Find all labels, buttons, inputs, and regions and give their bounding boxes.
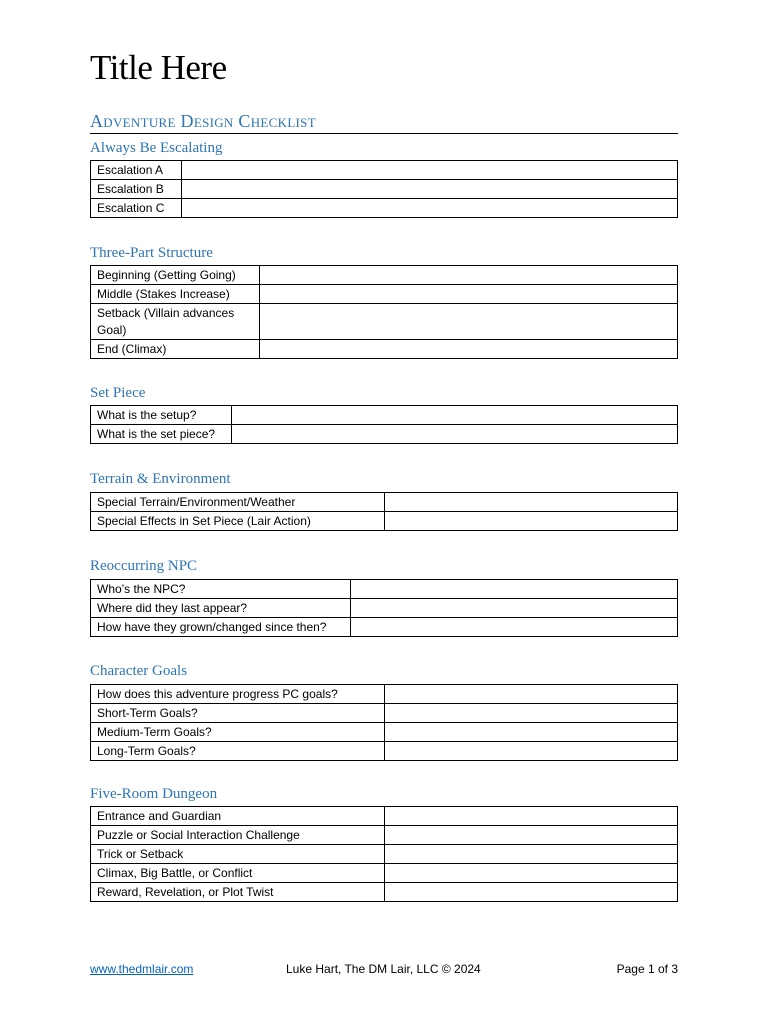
table-row [91,161,678,180]
table-row [91,340,678,359]
answer-cell[interactable] [182,161,678,180]
table-set-piece [90,405,678,444]
answer-cell[interactable] [260,285,678,304]
row-label: Puzzle or Social Interaction Challenge [91,826,385,845]
section-title-three-part-structure: Three-Part Structure [90,245,213,261]
row-label: Who’s the NPC? [91,580,351,599]
section-title-five-room-dungeon: Five-Room Dungeon [90,786,218,802]
table-row [91,685,678,704]
table-row [91,512,678,531]
table-row [91,406,678,425]
section-title-set-piece: Set Piece [90,385,146,401]
row-label: End (Climax) [91,340,260,359]
row-label: What is the setup? [91,406,232,425]
table-character-goals [90,684,678,761]
table-row [91,807,678,826]
table-row [91,723,678,742]
answer-cell[interactable] [260,266,678,285]
answer-cell[interactable] [351,599,678,618]
answer-cell[interactable] [385,512,678,531]
answer-cell[interactable] [232,406,678,425]
table-three-part-structure [90,265,678,359]
answer-cell[interactable] [385,704,678,723]
section-title-terrain-environment: Terrain & Environment [90,471,231,487]
row-label: How have they grown/changed since then? [91,618,351,637]
answer-cell[interactable] [385,864,678,883]
table-row [91,742,678,761]
row-label: Trick or Setback [91,845,385,864]
table-row [91,845,678,864]
table-row [91,425,678,444]
row-label: Entrance and Guardian [91,807,385,826]
table-always-be-escalating [90,160,678,218]
row-label: Medium-Term Goals? [91,723,385,742]
answer-cell[interactable] [351,618,678,637]
row-label: Reward, Revelation, or Plot Twist [91,883,385,902]
table-row [91,266,678,285]
table-five-room-dungeon [90,806,678,902]
answer-cell[interactable] [182,180,678,199]
row-label: Special Terrain/Environment/Weather [91,493,385,512]
table-row [91,304,678,340]
answer-cell[interactable] [385,883,678,902]
table-row [91,826,678,845]
answer-cell[interactable] [260,340,678,359]
row-label: Setback (Villain advances Goal) [91,304,260,340]
table-row [91,618,678,637]
table-row [91,580,678,599]
row-label: Escalation B [91,180,182,199]
table-row [91,285,678,304]
answer-cell[interactable] [232,425,678,444]
footer-website-link[interactable]: www.thedmlair.com [90,962,194,976]
document-title: Title Here [90,48,227,87]
table-reoccurring-npc [90,579,678,637]
row-label: Short-Term Goals? [91,704,385,723]
answer-cell[interactable] [385,742,678,761]
row-label: Beginning (Getting Going) [91,266,260,285]
section-title-character-goals: Character Goals [90,663,188,679]
answer-cell[interactable] [182,199,678,218]
answer-cell[interactable] [351,580,678,599]
answer-cell[interactable] [385,723,678,742]
row-label: Special Effects in Set Piece (Lair Action) [91,512,385,531]
row-label: Escalation A [91,161,182,180]
table-row [91,199,678,218]
row-label: Escalation C [91,199,182,218]
row-label: Middle (Stakes Increase) [91,285,260,304]
table-row [91,599,678,618]
section-title-always-be-escalating: Always Be Escalating [90,140,223,156]
table-terrain-environment [90,492,678,531]
answer-cell[interactable] [385,493,678,512]
table-row [91,704,678,723]
checklist-heading: Adventure Design Checklist [90,110,678,134]
row-label: Where did they last appear? [91,599,351,618]
table-row [91,493,678,512]
table-row [91,864,678,883]
footer-page-number: Page 1 of 3 [616,962,678,976]
table-row [91,883,678,902]
answer-cell[interactable] [385,845,678,864]
row-label: How does this adventure progress PC goals? [91,685,385,704]
row-label: Long-Term Goals? [91,742,385,761]
answer-cell[interactable] [385,826,678,845]
footer-copyright: Luke Hart, The DM Lair, LLC © 2024 [286,962,481,976]
answer-cell[interactable] [385,685,678,704]
section-title-reoccurring-npc: Reoccurring NPC [90,558,198,574]
answer-cell[interactable] [260,304,678,340]
table-row [91,180,678,199]
row-label: What is the set piece? [91,425,232,444]
answer-cell[interactable] [385,807,678,826]
row-label: Climax, Big Battle, or Conflict [91,864,385,883]
